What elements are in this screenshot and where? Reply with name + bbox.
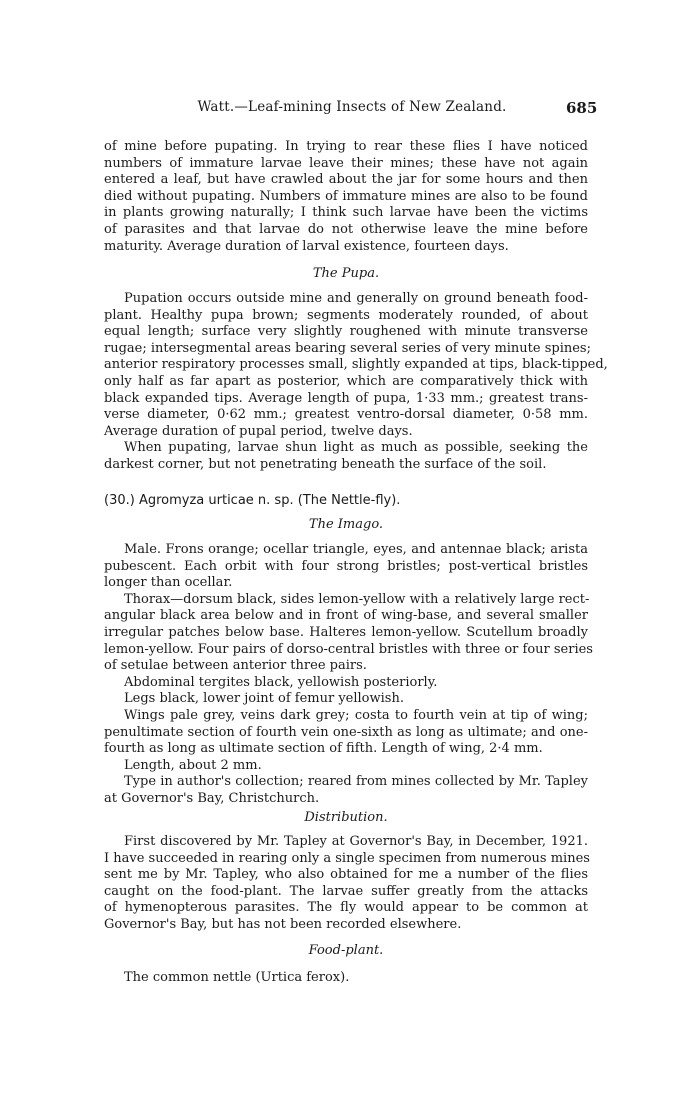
text-line: penultimate section of fourth vein one-sixth as long as ultimate; and one- — [104, 724, 588, 740]
text-line: verse diameter, 0·62 mm.; greatest ventro-dorsal diameter, 0·58 mm. — [104, 407, 588, 423]
text-line: Length, about 2 mm. — [124, 757, 262, 773]
text-line: darkest corner, but not penetrating beneath the surface of the soil. — [104, 456, 547, 472]
text-line: When pupating, larvae shun light as much as possible, seeking the — [124, 440, 588, 456]
text-line: plant. Healthy pupa brown; segments moderately rounded, of about — [104, 307, 588, 323]
text-line: longer than ocellar. — [104, 575, 233, 591]
text-line: black expanded tips. Average length of pupa, 1·33 mm.; greatest trans- — [104, 390, 588, 406]
running-title: Watt.—Leaf-mining Insects of New Zealand. — [197, 99, 507, 115]
text-line: First discovered by Mr. Tapley at Governor's Bay, in December, 1921. — [124, 834, 588, 849]
text-line: lemon-yellow. Four pairs of dorso-central bristles with three or four series — [104, 641, 593, 657]
text-line: of mine before pupating. In trying to rear these flies I have noticed — [104, 139, 588, 154]
text-line: maturity. Average duration of larval existence, fourteen days. — [104, 238, 509, 254]
heading-food-plant: Food-plant. — [308, 943, 384, 958]
text-line: irregular patches below base. Halteres lemon-yellow. Scutellum broadly — [104, 624, 588, 640]
heading-imago: The Imago. — [308, 517, 384, 532]
heading-pupa: The Pupa. — [312, 266, 380, 281]
text-line: sent me by Mr. Tapley, who also obtained for me a number of the flies — [104, 867, 588, 883]
text-line: pubescent. Each orbit with four strong bristles; post-vertical bristles — [104, 558, 588, 574]
text-line: Thorax—dorsum black, sides lemon-yellow with a relatively large rect- — [124, 591, 590, 607]
text-line: caught on the food-plant. The larvae suffer greatly from the attacks — [104, 883, 588, 899]
pupa-paragraph — [104, 291, 608, 474]
text-line: I have succeeded in rearing only a single specimen from numerous mines — [104, 850, 590, 866]
distribution-paragraph — [104, 834, 588, 934]
text-line: numbers of immature larvae leave their mines; these have not again — [104, 155, 588, 171]
text-line: of parasites and that larvae do not otherwise leave the mine before — [104, 221, 588, 237]
text-line: Wings pale grey, veins dark grey; costa to fourth vein at tip of wing; — [124, 707, 588, 723]
text-line: Governor's Bay, but has not been recorded elsewhere. — [104, 916, 462, 932]
text-line: Legs black, lower joint of femur yellowish. — [124, 691, 404, 707]
text-line: fourth as long as ultimate section of fifth. Length of wing, 2·4 mm. — [104, 741, 543, 757]
text-line: rugae; intersegmental areas bearing several series of very minute spines; — [104, 340, 591, 356]
text-line: only half as far apart as posterior, which are comparatively thick with — [104, 373, 588, 389]
text-line: of setulae between anterior three pairs. — [104, 658, 367, 674]
food-plant-text: The common nettle (Urtica ferox). — [124, 970, 350, 985]
text-line: of hymenopterous parasites. The fly would appear to be common at — [104, 900, 588, 916]
imago-description — [104, 542, 593, 808]
species-heading: (30.) Agromyza urticae n. sp. (The Nettle-fly). — [104, 493, 401, 508]
text-line: Abdominal tergites black, yellowish posteriorly. — [124, 674, 438, 690]
text-line: Pupation occurs outside mine and generally on ground beneath food- — [124, 291, 588, 306]
text-line: died without pupating. Numbers of immature mines are also to be found — [104, 188, 588, 204]
text-line: Average duration of pupal period, twelve days. — [104, 423, 413, 439]
intro-paragraph — [104, 139, 588, 255]
text-line: Type in author's collection; reared from mines collected by Mr. Tapley — [124, 774, 588, 790]
text-line: Male. Frons orange; ocellar triangle, eyes, and antennae black; arista — [124, 542, 588, 557]
text-line: angular black area below and in front of wing-base, and several smaller — [104, 608, 588, 624]
text-line: entered a leaf, but have crawled about the jar for some hours and then — [104, 172, 588, 188]
text-line: at Governor's Bay, Christchurch. — [104, 790, 320, 806]
text-line: equal length; surface very slightly roughened with minute transverse — [104, 324, 588, 340]
text-line: anterior respiratory processes small, slightly expanded at tips, black-tipped, — [104, 357, 608, 373]
text-line: in plants growing naturally; I think such larvae have been the victims — [104, 205, 588, 221]
page-number: 685 — [566, 99, 598, 117]
heading-distribution: Distribution. — [304, 810, 388, 825]
food-plant-paragraph — [104, 970, 588, 987]
